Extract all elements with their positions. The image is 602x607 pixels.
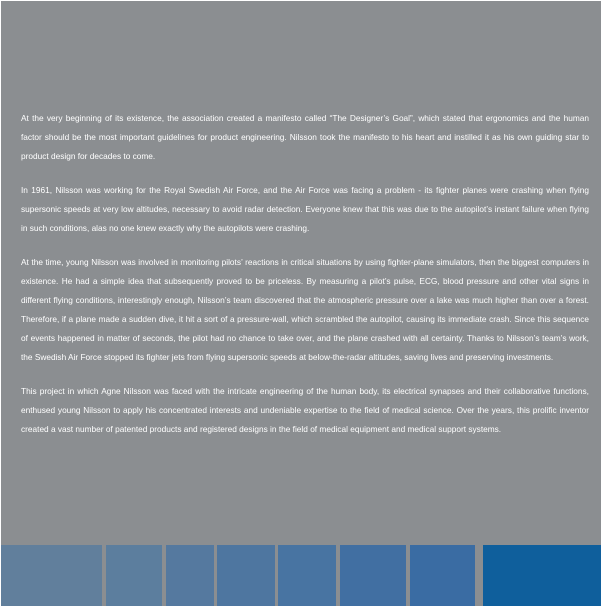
page (1, 1, 601, 606)
color-swatch (217, 545, 275, 606)
article-body (21, 109, 589, 454)
paragraph-air-force: In 1961, Nilsson was working for the Royal Swedish Air Force, and the Air Force was facing a problem - its fighter planes were crashing when flying supersonic speeds at very low altitudes, necessary to avoid radar detection. Everyone knew that this was due to the autopilot’s instant failure when flying in such conditions, alas no one knew exactly why the autopilots were crashing. (21, 185, 589, 233)
color-swatch (410, 545, 475, 606)
color-swatch (340, 545, 406, 606)
color-swatch (166, 545, 214, 606)
paragraph-simulators: At the time, young Nilsson was involved in monitoring pilots’ reactions in critical situations by using fighter-plane simulators, then the biggest computers in existence. He had a simple idea that subsequently proved to be priceless. By measuring a pilot’s pulse, ECG, blood pressure and other vital signs in different flying conditions, interestingly enough, Nilsson’s team discovered that the atmospheric pressure over a lake was much higher than over a forest. Therefore, if a plane made a sudden dive, it hit a sort of a pressure-wall, which scrambled the autopilot, causing its immediate crash. Since this sequence of events happened in matter of seconds, the pilot had no chance to take over, and the plane crashed with all certainty. Thanks to Nilsson’s team’s work, the Swedish Air Force stopped its fighter jets from flying supersonic speeds at below-the-radar altitudes, saving lives and preserving investments. (21, 257, 589, 362)
color-swatch (1, 545, 102, 606)
color-swatch (106, 545, 162, 606)
paragraph-manifesto: At the very beginning of its existence, the association created a manifesto called “The Designer’s Goal”, which stated that ergonomics and the human factor should be the most important guidelines for product engineering. Nilsson took the manifesto to his heart and instilled it as his own guiding star to product design for decades to come. (21, 113, 589, 161)
color-swatch (278, 545, 336, 606)
color-swatch (483, 545, 601, 606)
paragraph-medical-science: This project in which Agne Nilsson was faced with the intricate engineering of the human body, its electrical synapses and their collaborative functions, enthused young Nilsson to apply his concentrated interests and undeniable expertise to the field of medical science. Over the years, this prolific inventor created a vast number of patented products and registered designs in the field of medical equipment and medical support systems. (21, 386, 589, 434)
color-swatch-strip (1, 545, 601, 606)
